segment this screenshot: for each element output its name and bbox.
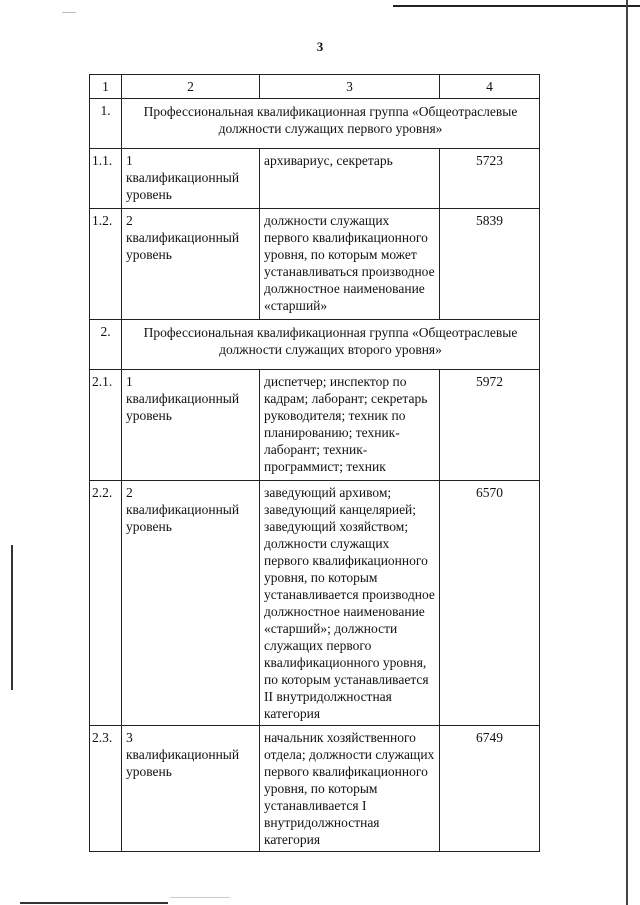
column-header: 3 [260,75,440,99]
qualification-level-cell [122,209,260,320]
group-number: 2. [90,320,122,370]
positions-cell: диспетчер; инспектор по кадрам; лаборант; секретарь руководителя; техник по планированию; техник-лаборант; техник-программист; техник [260,370,440,481]
row-number: 2.3. [90,726,122,852]
qualification-level-cell [122,370,260,481]
row-number: 2.1. [90,370,122,481]
level-number: 3 [126,730,133,745]
scan-artifact-left-bar [11,545,13,690]
scan-artifact-top-line [393,5,640,7]
level-label: квалификационный уровень [126,230,240,262]
level-number: 1 [126,153,133,168]
qualification-level-cell [122,149,260,209]
row-number: 1.1. [90,149,122,209]
level-label: квалификационный уровень [126,391,240,423]
table-row [90,370,540,481]
scan-artifact-speck [62,12,76,13]
scan-artifact-right-edge [626,0,628,905]
qualification-table [89,74,540,852]
group-title: Профессиональная квалификационная группа «Общеотраслевые должности служащих второго уровня» [122,320,540,370]
salary-cell: 6570 [440,481,540,726]
qualification-level-cell [122,726,260,852]
row-number: 1.2. [90,209,122,320]
level-number: 2 [126,213,133,228]
table-row [90,726,540,852]
qualification-level-cell [122,481,260,726]
scan-artifact-bottom-speck [170,897,230,898]
salary-cell: 6749 [440,726,540,852]
salary-cell: 5839 [440,209,540,320]
positions-cell: должности служащих первого квалификационного уровня, по которым может устанавливаться производное должностное наименование «старший» [260,209,440,320]
level-number: 1 [126,374,133,389]
group-number: 1. [90,99,122,149]
column-header: 4 [440,75,540,99]
column-header: 2 [122,75,260,99]
positions-cell: архивариус, секретарь [260,149,440,209]
table-row [90,481,540,726]
positions-cell: начальник хозяйственного отдела; должности служащих первого квалификационного уровня, по которым устанавливается I внутридолжностная категория [260,726,440,852]
page-number: 3 [316,39,324,54]
row-number: 2.2. [90,481,122,726]
level-label: квалификационный уровень [126,170,240,202]
group-row [90,320,540,370]
column-header: 1 [90,75,122,99]
level-label: квалификационный уровень [126,502,240,534]
level-label: квалификационный уровень [126,747,240,779]
table-row [90,149,540,209]
group-row [90,99,540,149]
positions-cell: заведующий архивом; заведующий канцелярией; заведующий хозяйством; должности служащих первого квалификационного уровня, по которым устанавливается производное должностное наименование «старший»; должности служащих первого квалификационного уровня, по которым устанавливается II внутридолжностная категория [260,481,440,726]
scan-artifact-bottom-line [20,902,168,904]
group-title: Профессиональная квалификационная группа «Общеотраслевые должности служащих первого уровня» [122,99,540,149]
salary-cell: 5723 [440,149,540,209]
level-number: 2 [126,485,133,500]
table-header-row [90,75,540,99]
table-row [90,209,540,320]
salary-cell: 5972 [440,370,540,481]
